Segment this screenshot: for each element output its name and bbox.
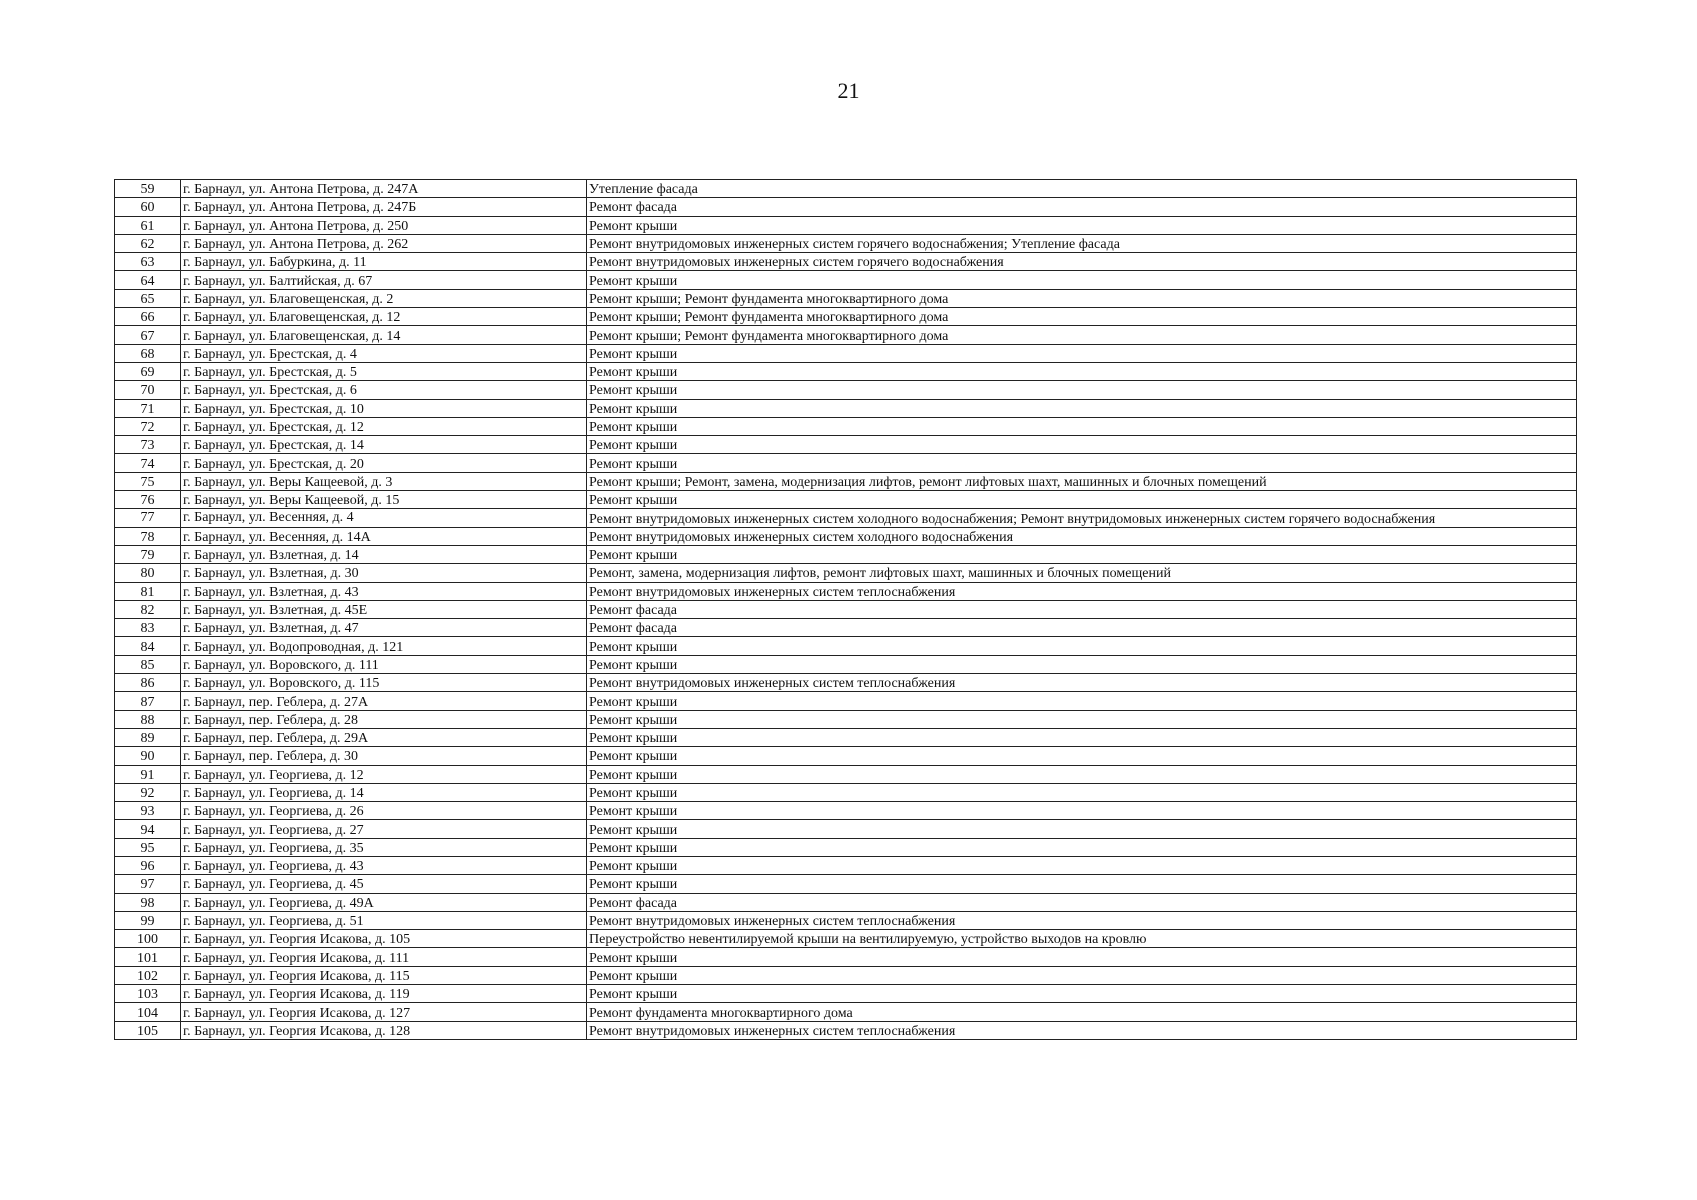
address-cell: г. Барнаул, ул. Брестская, д. 12 <box>181 417 587 435</box>
table-row <box>115 802 1577 820</box>
row-number: 63 <box>115 253 181 271</box>
table-row <box>115 838 1577 856</box>
row-number: 70 <box>115 381 181 399</box>
row-number: 96 <box>115 856 181 874</box>
row-number: 101 <box>115 948 181 966</box>
address-cell: г. Барнаул, ул. Взлетная, д. 45Е <box>181 600 587 618</box>
address-cell: г. Барнаул, ул. Бабуркина, д. 11 <box>181 253 587 271</box>
address-cell: г. Барнаул, ул. Георгиева, д. 27 <box>181 820 587 838</box>
address-cell: г. Барнаул, ул. Георгия Исакова, д. 128 <box>181 1021 587 1039</box>
address-cell: г. Барнаул, ул. Георгия Исакова, д. 119 <box>181 985 587 1003</box>
table-row <box>115 948 1577 966</box>
address-cell: г. Барнаул, ул. Георгия Исакова, д. 105 <box>181 930 587 948</box>
table-row <box>115 985 1577 1003</box>
table-row <box>115 637 1577 655</box>
table-row <box>115 399 1577 417</box>
row-number: 93 <box>115 802 181 820</box>
row-number: 68 <box>115 344 181 362</box>
address-cell: г. Барнаул, ул. Взлетная, д. 43 <box>181 582 587 600</box>
work-type-cell: Ремонт крыши <box>587 765 1577 783</box>
table-row <box>115 234 1577 252</box>
address-cell: г. Барнаул, ул. Брестская, д. 5 <box>181 362 587 380</box>
work-type-cell: Ремонт фасада <box>587 198 1577 216</box>
row-number: 72 <box>115 417 181 435</box>
work-type-cell: Ремонт крыши <box>587 692 1577 710</box>
address-cell: г. Барнаул, ул. Георгия Исакова, д. 127 <box>181 1003 587 1021</box>
table-row <box>115 747 1577 765</box>
work-type-cell: Ремонт крыши <box>587 856 1577 874</box>
row-number: 102 <box>115 966 181 984</box>
table-row <box>115 198 1577 216</box>
row-number: 60 <box>115 198 181 216</box>
table-row <box>115 509 1577 527</box>
table-row <box>115 674 1577 692</box>
address-cell: г. Барнаул, ул. Веры Кащеевой, д. 3 <box>181 472 587 490</box>
address-cell: г. Барнаул, пер. Геблера, д. 27А <box>181 692 587 710</box>
work-type-cell: Ремонт внутридомовых инженерных систем холодного водоснабжения <box>587 527 1577 545</box>
table-row <box>115 564 1577 582</box>
row-number: 100 <box>115 930 181 948</box>
work-type-cell: Ремонт крыши <box>587 948 1577 966</box>
work-type-cell: Ремонт крыши <box>587 985 1577 1003</box>
row-number: 105 <box>115 1021 181 1039</box>
table-row <box>115 856 1577 874</box>
address-cell: г. Барнаул, пер. Геблера, д. 30 <box>181 747 587 765</box>
address-cell: г. Барнаул, ул. Георгиева, д. 26 <box>181 802 587 820</box>
work-type-cell: Ремонт крыши <box>587 966 1577 984</box>
work-type-cell: Ремонт крыши <box>587 436 1577 454</box>
row-number: 90 <box>115 747 181 765</box>
row-number: 77 <box>115 509 181 527</box>
address-cell: г. Барнаул, ул. Благовещенская, д. 2 <box>181 289 587 307</box>
table-row <box>115 454 1577 472</box>
table-row <box>115 710 1577 728</box>
row-number: 88 <box>115 710 181 728</box>
work-type-cell: Ремонт крыши <box>587 491 1577 509</box>
address-cell: г. Барнаул, ул. Георгиева, д. 12 <box>181 765 587 783</box>
work-type-cell: Ремонт крыши <box>587 838 1577 856</box>
table-row <box>115 472 1577 490</box>
row-number: 69 <box>115 362 181 380</box>
address-cell: г. Барнаул, ул. Весенняя, д. 14А <box>181 527 587 545</box>
address-cell: г. Барнаул, ул. Антона Петрова, д. 247А <box>181 180 587 198</box>
table-row <box>115 216 1577 234</box>
row-number: 67 <box>115 326 181 344</box>
work-type-cell: Ремонт крыши <box>587 381 1577 399</box>
address-cell: г. Барнаул, ул. Георгиева, д. 45 <box>181 875 587 893</box>
address-cell: г. Барнаул, ул. Благовещенская, д. 14 <box>181 326 587 344</box>
work-type-cell: Ремонт крыши; Ремонт фундамента многоквартирного дома <box>587 289 1577 307</box>
row-number: 80 <box>115 564 181 582</box>
table-row <box>115 253 1577 271</box>
table-row <box>115 436 1577 454</box>
address-cell: г. Барнаул, ул. Брестская, д. 10 <box>181 399 587 417</box>
work-type-cell: Ремонт крыши; Ремонт фундамента многоквартирного дома <box>587 326 1577 344</box>
work-type-cell: Ремонт внутридомовых инженерных систем холодного водоснабжения; Ремонт внутридомовых инженерных систем горячего водоснабжения <box>587 509 1577 527</box>
address-cell: г. Барнаул, ул. Георгиева, д. 14 <box>181 783 587 801</box>
page-number: 21 <box>837 78 860 103</box>
row-number: 75 <box>115 472 181 490</box>
work-type-cell: Ремонт крыши; Ремонт, замена, модернизация лифтов, ремонт лифтовых шахт, машинных и блочных помещений <box>587 472 1577 490</box>
work-type-cell: Ремонт крыши <box>587 344 1577 362</box>
table-row <box>115 783 1577 801</box>
work-type-cell: Ремонт крыши <box>587 655 1577 673</box>
row-number: 94 <box>115 820 181 838</box>
table-row <box>115 600 1577 618</box>
work-type-cell: Ремонт внутридомовых инженерных систем теплоснабжения <box>587 1021 1577 1039</box>
work-type-cell: Ремонт фасада <box>587 893 1577 911</box>
table-row <box>115 381 1577 399</box>
table-row <box>115 582 1577 600</box>
row-number: 86 <box>115 674 181 692</box>
repair-register-table <box>114 179 1577 1040</box>
row-number: 64 <box>115 271 181 289</box>
work-type-cell: Ремонт крыши <box>587 875 1577 893</box>
address-cell: г. Барнаул, ул. Водопроводная, д. 121 <box>181 637 587 655</box>
address-cell: г. Барнаул, ул. Брестская, д. 14 <box>181 436 587 454</box>
row-number: 66 <box>115 308 181 326</box>
table-row <box>115 930 1577 948</box>
work-type-cell: Утепление фасада <box>587 180 1577 198</box>
row-number: 61 <box>115 216 181 234</box>
work-type-cell: Ремонт крыши <box>587 710 1577 728</box>
table-row <box>115 655 1577 673</box>
address-cell: г. Барнаул, ул. Балтийская, д. 67 <box>181 271 587 289</box>
table-row <box>115 911 1577 929</box>
work-type-cell: Ремонт крыши <box>587 820 1577 838</box>
address-cell: г. Барнаул, ул. Брестская, д. 20 <box>181 454 587 472</box>
work-type-cell: Ремонт крыши <box>587 802 1577 820</box>
table-row <box>115 491 1577 509</box>
address-cell: г. Барнаул, ул. Воровского, д. 111 <box>181 655 587 673</box>
row-number: 95 <box>115 838 181 856</box>
table-row <box>115 527 1577 545</box>
work-type-cell: Ремонт крыши; Ремонт фундамента многоквартирного дома <box>587 308 1577 326</box>
address-cell: г. Барнаул, ул. Антона Петрова, д. 262 <box>181 234 587 252</box>
work-type-cell: Ремонт крыши <box>587 637 1577 655</box>
row-number: 84 <box>115 637 181 655</box>
address-cell: г. Барнаул, ул. Георгия Исакова, д. 111 <box>181 948 587 966</box>
row-number: 92 <box>115 783 181 801</box>
table-row <box>115 180 1577 198</box>
work-type-cell: Ремонт, замена, модернизация лифтов, ремонт лифтовых шахт, машинных и блочных помещений <box>587 564 1577 582</box>
address-cell: г. Барнаул, ул. Благовещенская, д. 12 <box>181 308 587 326</box>
work-type-cell: Ремонт крыши <box>587 454 1577 472</box>
work-type-cell: Ремонт внутридомовых инженерных систем теплоснабжения <box>587 582 1577 600</box>
row-number: 104 <box>115 1003 181 1021</box>
row-number: 97 <box>115 875 181 893</box>
row-number: 89 <box>115 728 181 746</box>
work-type-cell: Ремонт крыши <box>587 728 1577 746</box>
address-cell: г. Барнаул, ул. Георгиева, д. 51 <box>181 911 587 929</box>
table-row <box>115 692 1577 710</box>
row-number: 78 <box>115 527 181 545</box>
row-number: 71 <box>115 399 181 417</box>
row-number: 91 <box>115 765 181 783</box>
work-type-cell: Ремонт фундамента многоквартирного дома <box>587 1003 1577 1021</box>
table-body <box>115 180 1577 1040</box>
work-type-cell: Ремонт внутридомовых инженерных систем теплоснабжения <box>587 674 1577 692</box>
row-number: 83 <box>115 619 181 637</box>
table-row <box>115 344 1577 362</box>
row-number: 65 <box>115 289 181 307</box>
work-type-cell: Ремонт крыши <box>587 783 1577 801</box>
row-number: 74 <box>115 454 181 472</box>
work-type-cell: Ремонт крыши <box>587 545 1577 563</box>
address-cell: г. Барнаул, ул. Взлетная, д. 47 <box>181 619 587 637</box>
work-type-cell: Ремонт крыши <box>587 362 1577 380</box>
address-cell: г. Барнаул, ул. Взлетная, д. 14 <box>181 545 587 563</box>
address-cell: г. Барнаул, ул. Георгиева, д. 49А <box>181 893 587 911</box>
table-row <box>115 289 1577 307</box>
table-row <box>115 875 1577 893</box>
work-type-cell: Ремонт крыши <box>587 399 1577 417</box>
address-cell: г. Барнаул, ул. Георгиева, д. 35 <box>181 838 587 856</box>
row-number: 81 <box>115 582 181 600</box>
table-row <box>115 545 1577 563</box>
table-row <box>115 765 1577 783</box>
table-row <box>115 966 1577 984</box>
table-row <box>115 820 1577 838</box>
address-cell: г. Барнаул, ул. Воровского, д. 115 <box>181 674 587 692</box>
work-type-cell: Ремонт фасада <box>587 600 1577 618</box>
address-cell: г. Барнаул, ул. Весенняя, д. 4 <box>181 509 587 527</box>
address-cell: г. Барнаул, пер. Геблера, д. 28 <box>181 710 587 728</box>
table-row <box>115 619 1577 637</box>
table-row <box>115 417 1577 435</box>
address-cell: г. Барнаул, пер. Геблера, д. 29А <box>181 728 587 746</box>
table-row <box>115 362 1577 380</box>
table-row <box>115 1021 1577 1039</box>
row-number: 99 <box>115 911 181 929</box>
row-number: 98 <box>115 893 181 911</box>
work-type-cell: Ремонт внутридомовых инженерных систем горячего водоснабжения <box>587 253 1577 271</box>
table-row <box>115 326 1577 344</box>
row-number: 87 <box>115 692 181 710</box>
table-row <box>115 893 1577 911</box>
table-row <box>115 1003 1577 1021</box>
row-number: 59 <box>115 180 181 198</box>
table-row <box>115 308 1577 326</box>
work-type-cell: Ремонт внутридомовых инженерных систем теплоснабжения <box>587 911 1577 929</box>
address-cell: г. Барнаул, ул. Брестская, д. 4 <box>181 344 587 362</box>
address-cell: г. Барнаул, ул. Антона Петрова, д. 247Б <box>181 198 587 216</box>
work-type-cell: Ремонт крыши <box>587 747 1577 765</box>
work-type-cell: Ремонт фасада <box>587 619 1577 637</box>
row-number: 103 <box>115 985 181 1003</box>
address-cell: г. Барнаул, ул. Антона Петрова, д. 250 <box>181 216 587 234</box>
row-number: 73 <box>115 436 181 454</box>
work-type-cell: Ремонт крыши <box>587 417 1577 435</box>
row-number: 85 <box>115 655 181 673</box>
work-type-cell: Ремонт внутридомовых инженерных систем горячего водоснабжения; Утепление фасада <box>587 234 1577 252</box>
table-row <box>115 271 1577 289</box>
address-cell: г. Барнаул, ул. Георгиева, д. 43 <box>181 856 587 874</box>
row-number: 62 <box>115 234 181 252</box>
address-cell: г. Барнаул, ул. Брестская, д. 6 <box>181 381 587 399</box>
row-number: 82 <box>115 600 181 618</box>
work-type-cell: Переустройство невентилируемой крыши на вентилируемую, устройство выходов на кровлю <box>587 930 1577 948</box>
row-number: 76 <box>115 491 181 509</box>
address-cell: г. Барнаул, ул. Георгия Исакова, д. 115 <box>181 966 587 984</box>
work-type-cell: Ремонт крыши <box>587 216 1577 234</box>
table-row <box>115 728 1577 746</box>
address-cell: г. Барнаул, ул. Веры Кащеевой, д. 15 <box>181 491 587 509</box>
work-type-cell: Ремонт крыши <box>587 271 1577 289</box>
address-cell: г. Барнаул, ул. Взлетная, д. 30 <box>181 564 587 582</box>
row-number: 79 <box>115 545 181 563</box>
